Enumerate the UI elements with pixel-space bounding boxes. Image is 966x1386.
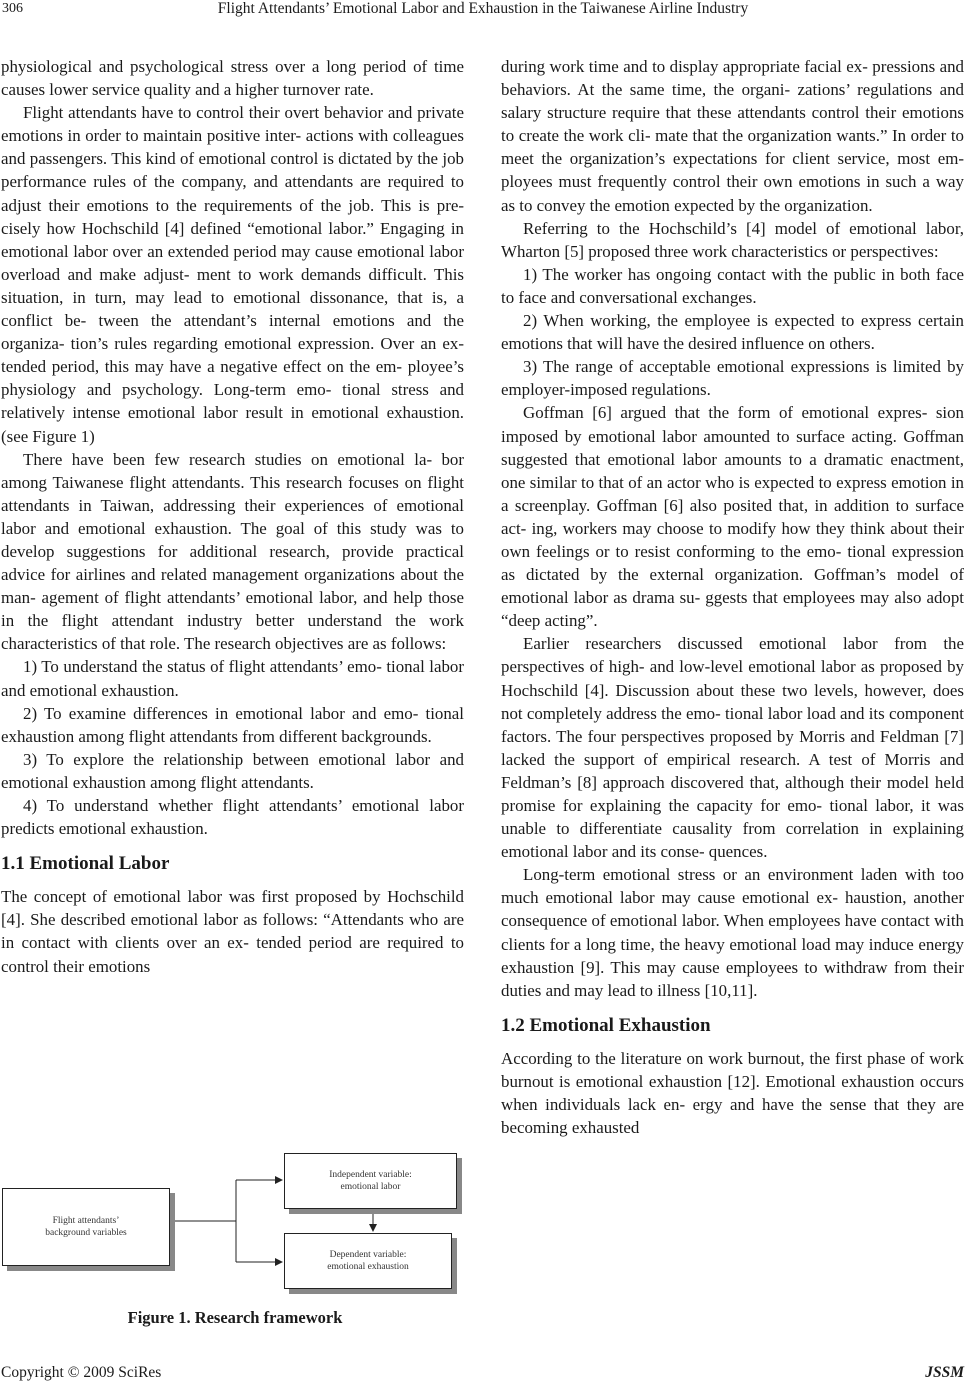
figure-caption: Figure 1. Research framework (127, 1308, 343, 1327)
paragraph: Goffman [6] argued that the form of emotional expres- sion imposed by emotional labor amounted to surface acting. Goffman suggested that emotional labor amounts to a dramatic enactment, one similar to that of an actor who is expected to express emotion in a screenplay. Goffman [6] also posited that, in addition to surface act- ing, workers may choose to modify how they think about their own feelings or to resist conforming to the emo- tional expression as dictated by the external organization. Goffman’s model of emotional labor as drama su- ggests that employees may also adopt “deep acting”. (501, 403, 964, 631)
left-column (1, 55, 464, 978)
section-heading: 1.2 Emotional Exhaustion (501, 1014, 711, 1036)
box-background-variables (2, 1188, 170, 1266)
box-label: Dependent variable: (329, 1250, 407, 1260)
list-item: 1) The worker has ongoing contact with the public in both face to face and conversational exchanges. (501, 264, 964, 307)
copyright: Copyright © 2009 SciRes (1, 1364, 162, 1381)
objective-item: 3) To explore the relationship between emotional labor and emotional exhaustion among flight attendants. (1, 749, 464, 792)
list-item: 2) When working, the employee is expected to express certain emotions that will have the desired influence on others. (501, 311, 964, 354)
journal-name: JSSM (925, 1364, 964, 1381)
list-item: 3) The range of acceptable emotional expressions is limited by employer-imposed regulations. (501, 357, 964, 400)
objective-item: 2) To examine differences in emotional labor and emo- tional exhaustion among flight attendants from different backgrounds. (1, 703, 464, 746)
right-column (501, 55, 964, 1139)
section-heading: 1.1 Emotional Labor (1, 853, 170, 875)
paragraph: physiological and psychological stress over a long period of time causes lower service quality and a higher turnover rate. (1, 57, 464, 100)
box-label: emotional exhaustion (327, 1262, 409, 1272)
paragraph: Referring to the Hochschild’s [4] model of emotional labor, Wharton [5] proposed three work characteristics or perspectives: (501, 218, 964, 261)
objective-item: 1) To understand the status of flight attendants’ emo- tional labor and emotional exhaustion. (1, 657, 464, 700)
box-dependent-variable (284, 1233, 452, 1289)
box-label: Independent variable: (329, 1170, 412, 1180)
box-label: background variables (45, 1228, 127, 1238)
paragraph: during work time and to display appropriate facial ex- pressions and behaviors. At the same time, the organi- zations’ regulations and salary structure require that these attendants control their emotions to create the work cli- mate that the organization wants.” In order to meet the organization’s expectations for client service, most em- ployees must frequently control their own emotions in such a way as to convey the emotion expected by the organization. (501, 57, 964, 215)
objective-item: 4) To understand whether flight attendants’ emotional labor predicts emotional exhaustion. (1, 796, 464, 839)
paragraph: Flight attendants have to control their overt behavior and private emotions in order to maintain positive inter- actions with colleagues and passengers. This kind of emotional control is dictated by the job performance rules of the company, and attendants are required to adjust their emotions to the requirements of the job. This is pre- cisely how Hochschild [4] defined “emotional labor.” Engaging in emotional labor over an extended period may cause emotional labor overload and make adjust- ment to work demands difficult. This situation, in turn, may lead to emotional dissonance, that is, a conflict be- tween the attendant’s internal emotions and the organiza- tion’s rules regarding emotional expression. Over an ex- tended period, this may have a negative effect on the em- ployee’s physiology and psychology. Long-term emo- tional stress and relatively intense emotional labor result in emotional exhaustion. (see Figure 1) (1, 103, 464, 446)
paragraph: Earlier researchers discussed emotional labor from the perspectives of high- and low-level emotional labor as proposed by Hochschild [4]. Discussion about these two levels, however, does not completely address the emo- tional labor load and its component factors. The four perspectives proposed by Morris and Feldman [7] lacked the support of empirical research. A test of Morris and Feldman’s [8] approach discovered that, although their model held promise for explaining the capacity for emo- tional labor, it was unable to differentiate causality from correlation in explaining emotional labor and its conse- quences. (501, 634, 964, 862)
running-title: Flight Attendants’ Emotional Labor and Exhaustion in the Taiwanese Airline Industry (217, 0, 749, 17)
page-header (0, 0, 966, 24)
paragraph: The concept of emotional labor was first proposed by Hochschild [4]. She described emotional labor as follows: “Attendants who are in contact with clients over an ex- tended period are required to control their emotions (1, 887, 464, 976)
box-independent-variable (284, 1153, 457, 1209)
page-number: 306 (2, 1, 23, 16)
paragraph: Long-term emotional stress or an environment laden with too much emotional labor may cause emotional ex- haustion, another consequence of emotional labor. When employees have contact with clients for a long time, the heavy emotional load may induce energy exhaustion [9]. This may cause employees to withdraw from their duties and may lead to illness [10,11]. (501, 865, 964, 1000)
paragraph: According to the literature on work burnout, the first phase of work burnout is emotional exhaustion [12]. Emotional exhaustion occurs when individuals lack en- ergy and have the sense that they are becoming exhausted (501, 1048, 964, 1138)
paragraph: There have been few research studies on emotional la- bor among Taiwanese flight attendants. This research focuses on flight attendants in Taiwan, addressing their experiences of emotional labor and emotional exhaustion. The goal of this study was to develop suggestions for additional research, provide practical advice for airlines and related management organizations about the man- agement of flight attendants’ emotional labor, and help those in the flight attendant industry better understand the work characteristics of that role. The research objectives are as follows: (1, 449, 464, 654)
box-label: emotional labor (340, 1182, 401, 1192)
box-label: Flight attendants’ (52, 1216, 120, 1226)
page-footer (0, 1360, 966, 1382)
